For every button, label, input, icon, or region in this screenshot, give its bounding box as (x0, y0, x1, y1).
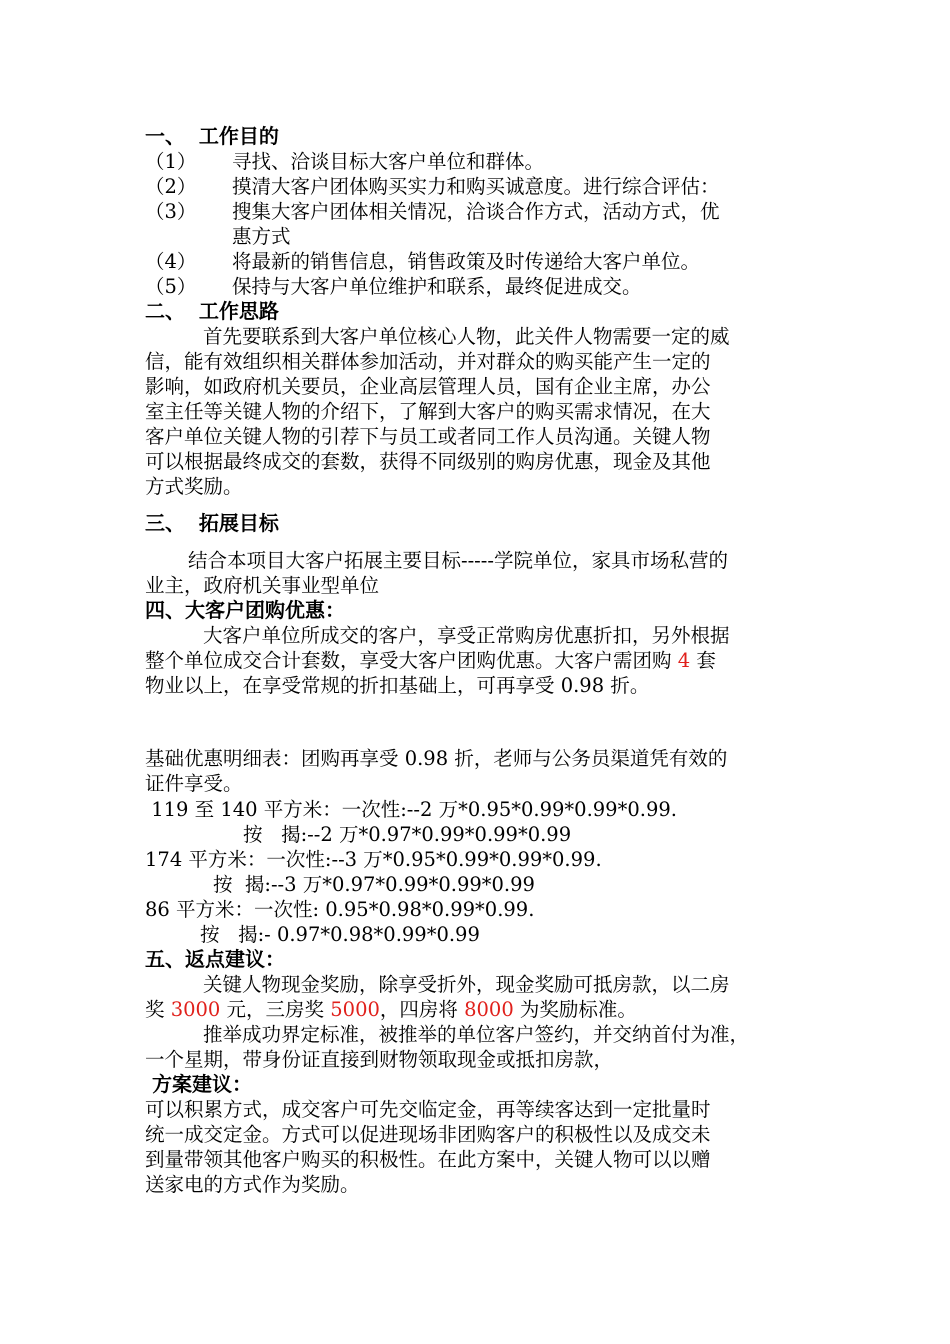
paragraph-line: 物业以上，在享受常规的折扣基础上，可再享受 0.98 折。 (145, 674, 650, 697)
list-item (145, 274, 642, 299)
paragraph-line: 送家电的方式作为奖励。 (145, 1173, 360, 1196)
paragraph-line: 结合本项目大客户拓展主要目标-----学院单位，家具市场私营的 (188, 549, 728, 572)
paragraph-line: 关键人物现金奖励，除享受折外，现金奖励可抵房款，以二房 (203, 973, 730, 996)
details-line: 119 至 140 平方米：一次性:--2 万*0.95*0.99*0.99*0.99. (145, 798, 677, 821)
section-2-heading: 二、 工作思路 (145, 299, 279, 323)
list-text: 摸清大客户团体购买实力和购买诚意度。进行综合评估： (232, 175, 720, 198)
section-5-heading: 五、返点建议： (145, 947, 285, 971)
paragraph-line: 可以积累方式，成交客户可先交临定金，再等续客达到一定批量时 (145, 1098, 711, 1121)
details-line: 按 揭:--3 万*0.97*0.99*0.99*0.99 (213, 873, 535, 896)
list-text: 寻找、洽谈目标大客户单位和群体。 (232, 150, 545, 173)
list-text: 保持与大客户单位维护和联系，最终促进成交。 (232, 275, 642, 298)
paragraph-line: 整个单位成交合计套数，享受大客户团购优惠。大客户需团购 4 套 (145, 649, 716, 672)
paragraph-line: 影响，如政府机关要员，企业高层管理人员，国有企业主席，办公 (145, 375, 711, 398)
paragraph-line: 一个星期，带身份证直接到财物领取现金或抵扣房款， (145, 1048, 614, 1071)
paragraph-line: 首先要联系到大客户单位核心人物，此关件人物需要一定的威 (203, 325, 730, 348)
details-line: 证件享受。 (145, 772, 243, 795)
details-line: 按 揭:- 0.97*0.98*0.99*0.99 (200, 923, 480, 946)
list-number: （1） (145, 150, 197, 173)
details-line: 按 揭:--2 万*0.97*0.99*0.99*0.99 (243, 823, 572, 846)
highlight-number: 4 (677, 649, 691, 672)
paragraph-line: 可以根据最终成交的套数，获得不同级别的购房优惠，现金及其他 (145, 450, 711, 473)
paragraph-line: 大客户单位所成交的客户，享受正常购房优惠折扣，另外根据 (203, 624, 730, 647)
section-1-heading: 一、 工作目的 (145, 124, 279, 148)
list-item (145, 199, 720, 224)
list-item (145, 149, 544, 174)
reward-amount-three-room: 5000 (330, 998, 380, 1021)
list-item (145, 174, 720, 199)
list-number: （4） (145, 250, 197, 273)
paragraph-line: 方式奖励。 (145, 475, 243, 498)
list-text: 搜集大客户团体相关情况，洽谈合作方式，活动方式，优 (232, 200, 720, 223)
section-4-heading: 四、大客户团购优惠： (145, 598, 345, 622)
paragraph-line: 业主，政府机关事业型单位 (145, 574, 380, 597)
list-item (145, 249, 700, 274)
details-line: 174 平方米：一次性:--3 万*0.95*0.99*0.99*0.99. (145, 848, 602, 871)
list-number: （2） (145, 175, 197, 198)
list-text-continuation: 惠方式 (232, 225, 291, 248)
list-number: （5） (145, 275, 197, 298)
paragraph-line: 信，能有效组织相关群体参加活动，并对群众的购买能产生一定的 (145, 350, 711, 373)
paragraph-line: 奖 3000 元，三房奖 5000，四房将 8000 为奖励标准。 (145, 998, 637, 1021)
paragraph-line: 到量带领其他客户购买的积极性。在此方案中，关键人物可以以赠 (145, 1148, 711, 1171)
list-text: 将最新的销售信息，销售政策及时传递给大客户单位。 (232, 250, 701, 273)
paragraph-line: 室主任等关键人物的介绍下，了解到大客户的购买需求情况，在大 (145, 400, 711, 423)
details-line: 基础优惠明细表：团购再享受 0.98 折，老师与公务员渠道凭有效的 (145, 747, 728, 770)
details-line: 86 平方米：一次性: 0.95*0.98*0.99*0.99. (145, 898, 535, 921)
reward-amount-two-room: 3000 (170, 998, 221, 1021)
section-3-heading: 三、 拓展目标 (145, 511, 279, 535)
paragraph-line: 客户单位关键人物的引荐下与员工或者同工作人员沟通。关键人物 (145, 425, 711, 448)
plan-heading: 方案建议： (145, 1072, 252, 1096)
list-number: （3） (145, 200, 197, 223)
paragraph-line: 推举成功界定标准，被推举的单位客户签约，并交纳首付为准， (203, 1023, 750, 1046)
reward-amount-four-room: 8000 (464, 998, 514, 1021)
paragraph-line: 统一成交定金。方式可以促进现场非团购客户的积极性以及成交未 (145, 1123, 711, 1146)
